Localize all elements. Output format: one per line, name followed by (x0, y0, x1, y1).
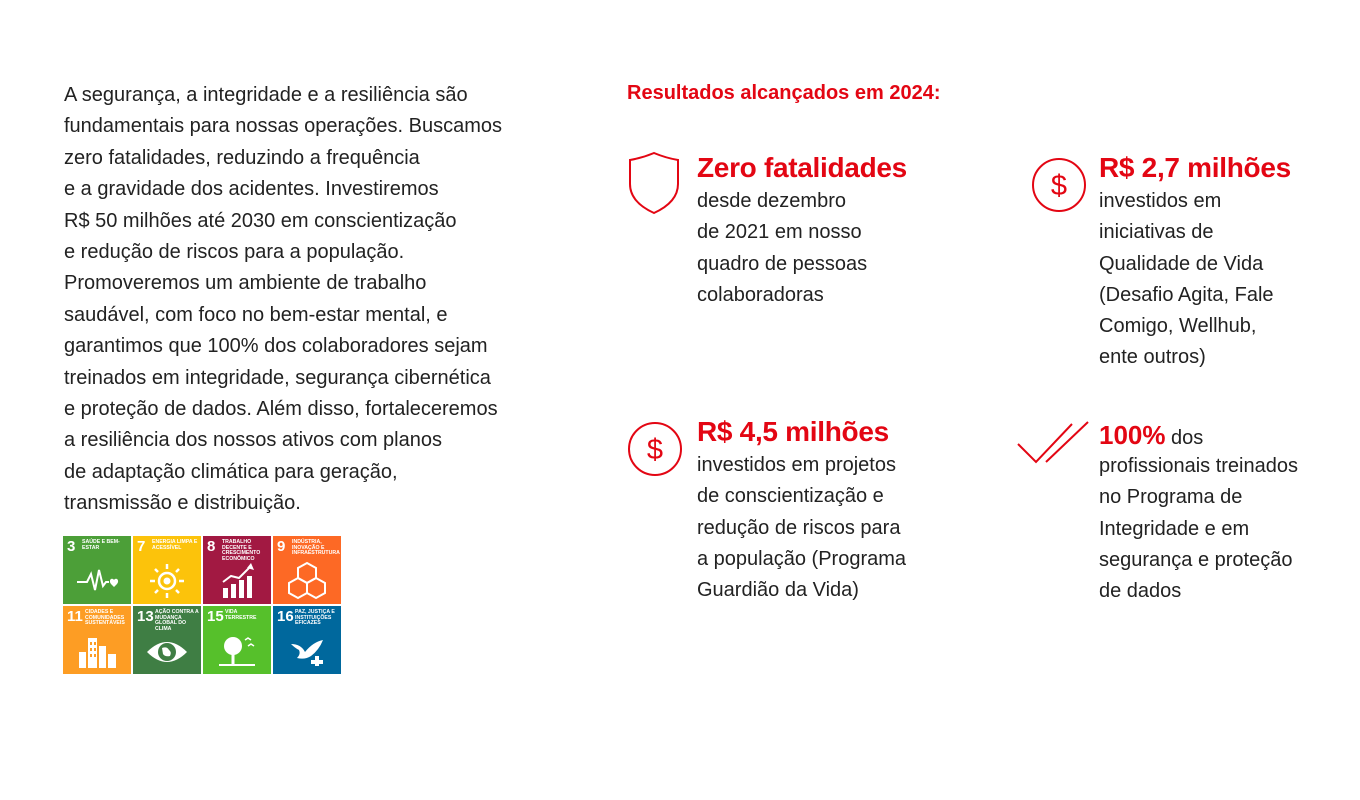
result-line: iniciativas de (1099, 221, 1214, 244)
city-icon (75, 630, 119, 670)
sdg-number: 9 (277, 538, 286, 555)
result-line: de 2021 em nosso (697, 221, 862, 244)
intro-line: treinados em integridade, segurança cibernética (64, 366, 491, 389)
sdg-number: 16 (277, 608, 294, 625)
result-line: ente outros) (1099, 346, 1206, 369)
svg-text:$: $ (1050, 170, 1068, 202)
intro-line: e proteção de dados. Além disso, fortaleceremos (64, 398, 498, 421)
result-line: Guardião da Vida) (697, 579, 859, 602)
sdg-label: ENERGIA LIMPA E ACESSÍVEL (152, 539, 198, 551)
sdg-tile-9 (273, 536, 341, 604)
result-line: investidos em (1099, 190, 1222, 212)
sdg-label: TRABALHO DECENTE E CRESCIMENTO ECONÔMICO (222, 539, 261, 562)
result-line: Comigo, Wellhub, (1099, 315, 1257, 338)
sdg-label: VIDA TERRESTRE (225, 609, 257, 621)
sdg-number: 11 (67, 608, 83, 625)
intro-line: e redução de riscos para a população. (64, 241, 405, 264)
result-headline-line (1099, 420, 1203, 454)
result-zero-fatalities (626, 150, 1006, 320)
sdg-label: AÇÃO CONTRA A MUDANÇA GLOBAL DO CLIMA (155, 609, 199, 632)
shield-icon (626, 150, 682, 216)
result-line: investidos em projetos (697, 454, 896, 476)
sdg-tile-15 (203, 606, 271, 674)
result-description (697, 450, 906, 606)
sdg-tile-7 (133, 536, 201, 604)
intro-line: transmissão e distribuição. (64, 492, 301, 515)
sdg-label: CIDADES E COMUNIDADES SUSTENTÁVEIS (85, 609, 125, 627)
result-line: Qualidade de Vida (1099, 252, 1264, 275)
sun-icon (145, 560, 189, 600)
double-check-icon (1016, 418, 1092, 466)
result-headline: R$ 2,7 milhões (1099, 152, 1291, 183)
intro-line: R$ 50 milhões até 2030 em conscientização (64, 209, 457, 232)
sdg-number: 7 (137, 538, 146, 555)
result-line: profissionais treinados (1099, 455, 1298, 477)
result-line: desde dezembro (697, 190, 846, 212)
intro-line: fundamentais para nossas operações. Buscamos (64, 115, 503, 138)
result-description (697, 186, 867, 311)
result-line: colaboradoras (697, 283, 824, 306)
intro-line: A segurança, a integridade e a resiliência são (64, 84, 468, 106)
tree-icon (215, 630, 259, 670)
result-line: de conscientização e (697, 485, 884, 508)
heartbeat-icon (75, 560, 119, 600)
sdg-tile-13 (133, 606, 201, 674)
sdg-label: INDÚSTRIA, INOVAÇÃO E INFRAESTRUTURA (292, 539, 340, 557)
sdg-grid (63, 536, 340, 674)
svg-text:$: $ (646, 434, 664, 466)
result-headline: Zero fatalidades (697, 152, 907, 183)
sdg-tile-8 (203, 536, 271, 604)
result-quality-of-life-investment (1030, 150, 1350, 380)
result-training-coverage (1016, 414, 1356, 614)
dollar-coin-icon (626, 420, 684, 478)
intro-line: Promoveremos um ambiente de trabalho (64, 272, 427, 295)
results-title: Resultados alcançados em 2024: (627, 82, 941, 104)
intro-line: saudável, com foco no bem-estar mental, e (64, 303, 448, 326)
sdg-label: SAÚDE E BEM-ESTAR (82, 539, 120, 551)
result-line: quadro de pessoas (697, 252, 868, 275)
sdg-tile-3 (63, 536, 131, 604)
sdg-tile-16 (273, 606, 341, 674)
result-description (1099, 451, 1298, 607)
cubes-icon (285, 560, 329, 600)
sdg-number: 8 (207, 538, 216, 555)
intro-line: zero fatalidades, reduzindo a frequência (64, 146, 420, 169)
result-line: a população (Programa (697, 547, 907, 570)
intro-line: garantimos que 100% dos colaboradores sejam (64, 335, 488, 358)
intro-line: e a gravidade dos acidentes. Investiremos (64, 178, 439, 201)
dove-icon (285, 630, 329, 670)
sdg-number: 13 (137, 608, 154, 625)
result-risk-awareness-investment (626, 414, 1006, 614)
sdg-number: 3 (67, 538, 76, 555)
result-headline-suffix: dos (1165, 427, 1204, 449)
result-line: redução de riscos para (697, 516, 901, 539)
result-line: de dados (1099, 580, 1182, 603)
result-line: (Desafio Agita, Fale (1099, 283, 1274, 306)
eye-globe-icon (145, 630, 189, 670)
sdg-label: PAZ, JUSTIÇA E INSTITUIÇÕES EFICAZES (295, 609, 335, 627)
dollar-coin-icon (1030, 156, 1088, 214)
result-line: Integridade e em (1099, 517, 1250, 540)
intro-line: de adaptação climática para geração, (64, 460, 398, 483)
intro-line: a resiliência dos nossos ativos com planos (64, 429, 442, 452)
result-headline: 100% (1099, 420, 1166, 450)
result-line: segurança e proteção (1099, 548, 1293, 571)
growth-chart-icon (215, 560, 259, 600)
sdg-number: 15 (207, 608, 224, 625)
intro-paragraph (64, 80, 544, 520)
result-line: no Programa de (1099, 486, 1243, 509)
sdg-tile-11 (63, 606, 131, 674)
result-headline: R$ 4,5 milhões (697, 416, 889, 447)
result-description (1099, 186, 1274, 374)
